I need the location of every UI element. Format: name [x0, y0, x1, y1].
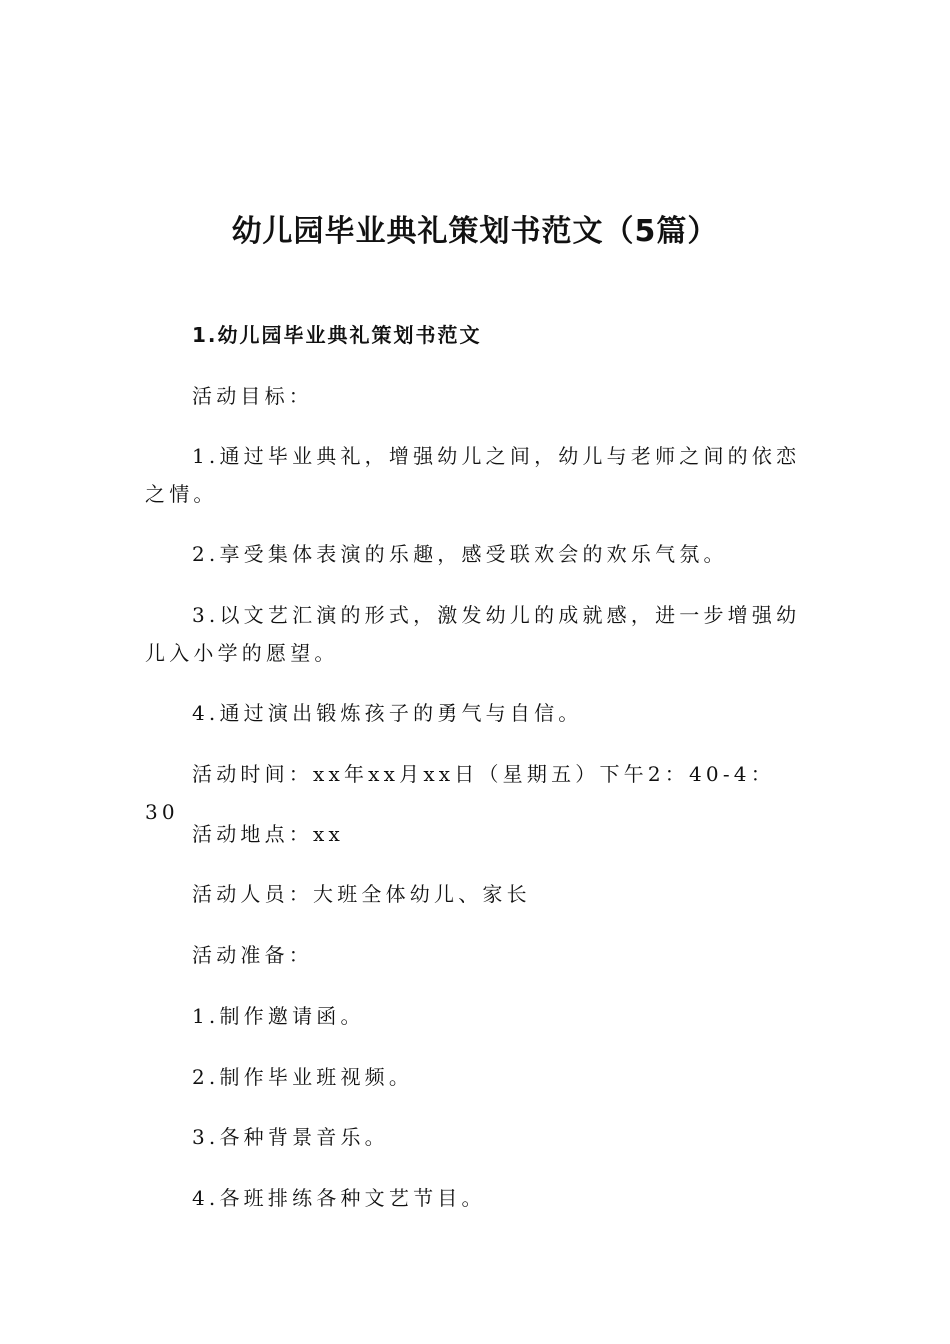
- paragraph-goal-3: 3.以文艺汇演的形式，激发幼儿的成就感，进一步增强幼儿入小学的愿望。: [145, 603, 801, 665]
- paragraph-activity-participants: 活动人员：大班全体幼儿、家长: [192, 882, 531, 906]
- paragraph-prep-1: 1.制作邀请函。: [192, 1004, 365, 1028]
- section-heading: 1.幼儿园毕业典礼策划书范文: [192, 323, 482, 347]
- paragraph-prep-4: 4.各班排练各种文艺节目。: [192, 1186, 486, 1210]
- paragraph-prep-3: 3.各种背景音乐。: [192, 1125, 389, 1149]
- paragraph-goal-4: 4.通过演出锻炼孩子的勇气与自信。: [192, 701, 583, 725]
- paragraph-activity-time: 活动时间：xx年xx月xx日（星期五）下午2：40-4：30: [145, 762, 775, 824]
- paragraph-goal-2: 2.享受集体表演的乐趣，感受联欢会的欢乐气氛。: [192, 542, 728, 566]
- paragraph-activity-preparation: 活动准备：: [192, 943, 313, 967]
- document-title: 幼儿园毕业典礼策划书范文（5篇）: [231, 214, 719, 249]
- paragraph-activity-goals: 活动目标：: [192, 384, 313, 408]
- paragraph-activity-location: 活动地点：xx: [192, 822, 344, 846]
- paragraph-prep-2: 2.制作毕业班视频。: [192, 1065, 414, 1089]
- paragraph-goal-1: 1.通过毕业典礼，增强幼儿之间，幼儿与老师之间的依恋之情。: [145, 444, 801, 506]
